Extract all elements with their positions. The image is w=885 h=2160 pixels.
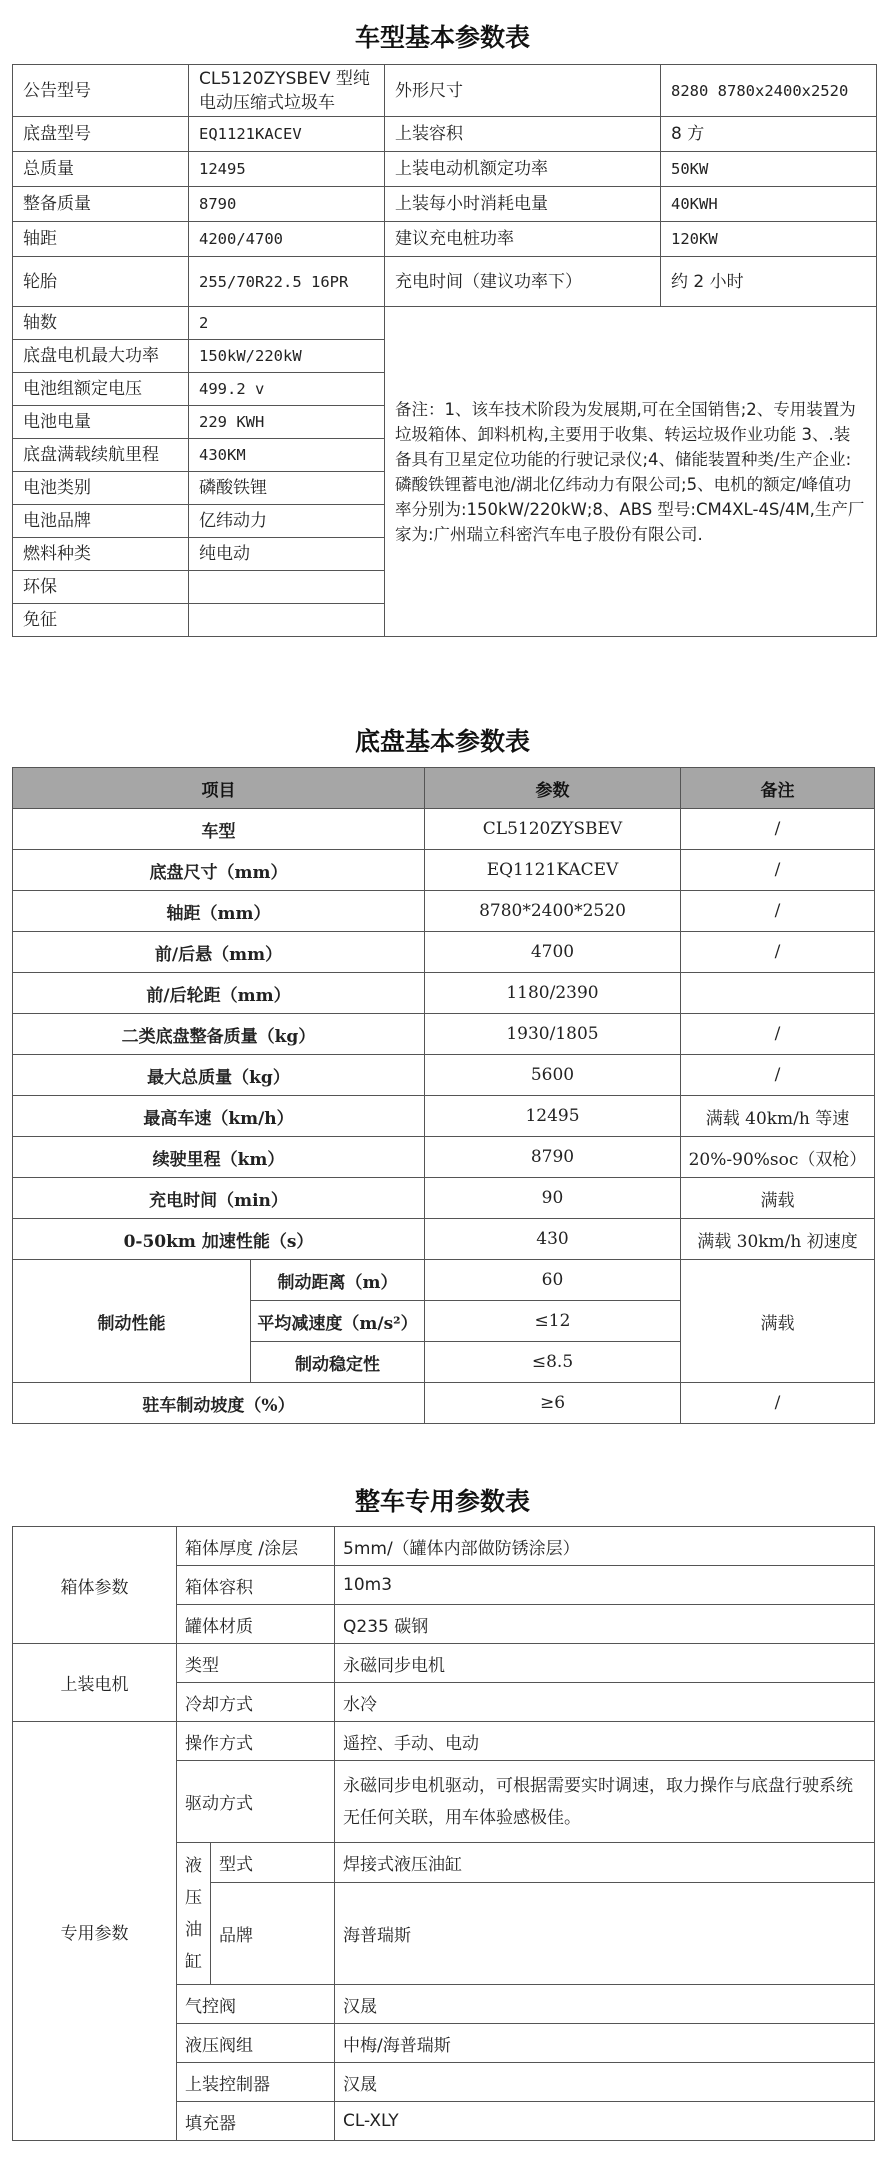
param-value: 纯电动 xyxy=(189,538,385,571)
param-value: CL5120ZYSBEV xyxy=(425,809,681,850)
table-row xyxy=(13,1383,875,1424)
remarks-note: 备注：1、该车技术阶段为发展期,可在全国销售;2、专用装置为垃圾箱体、卸料机构,主要用于收集、转运垃圾作业功能 3、.装备具有卫星定位功能的行驶记录仪;4、储能装置种类/生产企业:磷酸铁锂蓄电池/湖北亿纬动力有限公司;5、电机的额定/峰值功率分别为:150kW/220kW;8、ABS 型号:CM4XL-4S/4M,生产厂家为:广州瑞立科密汽车电子股份有限公司. xyxy=(385,307,877,637)
param-label: 液压阀组 xyxy=(177,2024,335,2063)
table-row xyxy=(13,850,875,891)
cylinder-group-label xyxy=(177,1843,211,1985)
column-header-param: 参数 xyxy=(425,768,681,809)
sub-item-label: 平均减速度（m/s²） xyxy=(251,1301,425,1342)
table-row xyxy=(13,152,877,187)
param-value: 430 xyxy=(425,1219,681,1260)
table-header-row xyxy=(13,768,875,809)
table-row xyxy=(13,1260,875,1301)
param-label: 类型 xyxy=(177,1644,335,1683)
param-label: 箱体厚度 /涂层 xyxy=(177,1527,335,1566)
param-label: 操作方式 xyxy=(177,1722,335,1761)
special-params-title: 整车专用参数表 xyxy=(354,1487,530,1516)
note-value: / xyxy=(681,1055,875,1096)
param-label: 气控阀 xyxy=(177,1985,335,2024)
note-value: / xyxy=(681,932,875,973)
table-row xyxy=(13,222,877,257)
param-value: 焊接式液压油缸 xyxy=(335,1843,875,1883)
table-row xyxy=(13,257,877,307)
param-label: 底盘满载续航里程 xyxy=(13,439,189,472)
param-label: 整备质量 xyxy=(13,187,189,222)
param-value: 90 xyxy=(425,1178,681,1219)
item-label: 驻车制动坡度（%） xyxy=(13,1383,425,1424)
table-row xyxy=(13,932,875,973)
note-value: 20%-90%soc（双枪） xyxy=(681,1137,875,1178)
param-value: 约 2 小时 xyxy=(661,257,877,307)
param-label: 冷却方式 xyxy=(177,1683,335,1722)
note-value: 满载 xyxy=(681,1260,875,1383)
param-value: Q235 碳钢 xyxy=(335,1605,875,1644)
param-value: 12495 xyxy=(425,1096,681,1137)
param-label: 电池类别 xyxy=(13,472,189,505)
vehicle-params-title: 车型基本参数表 xyxy=(354,23,530,52)
param-value: ≥6 xyxy=(425,1383,681,1424)
param-value: 5600 xyxy=(425,1055,681,1096)
param-label: 轴数 xyxy=(13,307,189,340)
param-value: 海普瑞斯 xyxy=(335,1883,875,1985)
note-value: 满载 40km/h 等速 xyxy=(681,1096,875,1137)
note-value: 满载 30km/h 初速度 xyxy=(681,1219,875,1260)
param-label: 电池品牌 xyxy=(13,505,189,538)
param-value: 永磁同步电机驱动，可根据需要实时调速，取力操作与底盘行驶系统无任何关联，用车体验感极佳。 xyxy=(335,1761,875,1843)
param-label: 外形尺寸 xyxy=(385,65,661,117)
param-value xyxy=(189,571,385,604)
note-value: / xyxy=(681,809,875,850)
param-value: 8 方 xyxy=(661,117,877,152)
group-label: 上装电机 xyxy=(13,1644,177,1722)
special-params-table xyxy=(12,1526,875,2141)
param-value: 8790 xyxy=(189,187,385,222)
item-label: 底盘尺寸（mm） xyxy=(13,850,425,891)
param-label: 箱体容积 xyxy=(177,1566,335,1605)
item-label: 车型 xyxy=(13,809,425,850)
column-header-item: 项目 xyxy=(13,768,425,809)
table-row xyxy=(13,65,877,117)
table-row xyxy=(13,891,875,932)
item-label: 前/后悬（mm） xyxy=(13,932,425,973)
table-row xyxy=(13,117,877,152)
param-label: 轴距 xyxy=(13,222,189,257)
param-label: 上装电动机额定功率 xyxy=(385,152,661,187)
param-value: 1180/2390 xyxy=(425,973,681,1014)
note-value: / xyxy=(681,1014,875,1055)
param-label: 型式 xyxy=(211,1843,335,1883)
table-row xyxy=(13,809,875,850)
item-label: 充电时间（min） xyxy=(13,1178,425,1219)
param-value: 汉晟 xyxy=(335,1985,875,2024)
table-row xyxy=(13,1219,875,1260)
table-row xyxy=(13,1722,875,1761)
param-value xyxy=(189,604,385,637)
param-value: EQ1121KACEV xyxy=(189,117,385,152)
param-value: 亿纬动力 xyxy=(189,505,385,538)
param-value: 8790 xyxy=(425,1137,681,1178)
table-row xyxy=(13,1527,875,1566)
param-label: 底盘型号 xyxy=(13,117,189,152)
cylinder-group-text: 液压油缸 xyxy=(185,1855,202,1972)
chassis-params-table xyxy=(12,767,875,1424)
item-label: 续驶里程（km） xyxy=(13,1137,425,1178)
param-value: EQ1121KACEV xyxy=(425,850,681,891)
param-value: 60 xyxy=(425,1260,681,1301)
param-label: 上装控制器 xyxy=(177,2063,335,2102)
param-value: 永磁同步电机 xyxy=(335,1644,875,1683)
param-label: 免征 xyxy=(13,604,189,637)
item-label: 二类底盘整备质量（kg） xyxy=(13,1014,425,1055)
table-row xyxy=(13,973,875,1014)
group-label: 专用参数 xyxy=(13,1722,177,2141)
note-value xyxy=(681,973,875,1014)
table-row xyxy=(13,1644,875,1683)
sub-item-label: 制动距离（m） xyxy=(251,1260,425,1301)
param-label: 建议充电桩功率 xyxy=(385,222,661,257)
note-value: / xyxy=(681,891,875,932)
param-label: 上装每小时消耗电量 xyxy=(385,187,661,222)
item-label: 最高车速（km/h） xyxy=(13,1096,425,1137)
param-value: 10m3 xyxy=(335,1566,875,1605)
vehicle-params-table xyxy=(12,64,877,637)
group-label: 制动性能 xyxy=(13,1260,251,1383)
item-label: 轴距（mm） xyxy=(13,891,425,932)
param-label: 轮胎 xyxy=(13,257,189,307)
chassis-params-title: 底盘基本参数表 xyxy=(354,727,530,756)
param-label: 燃料种类 xyxy=(13,538,189,571)
param-value: 8780*2400*2520 xyxy=(425,891,681,932)
table-row xyxy=(13,1096,875,1137)
note-value: / xyxy=(681,850,875,891)
param-value: 430KM xyxy=(189,439,385,472)
group-label: 箱体参数 xyxy=(13,1527,177,1644)
param-value: 4200/4700 xyxy=(189,222,385,257)
param-value: 150kW/220kW xyxy=(189,340,385,373)
param-value: 50KW xyxy=(661,152,877,187)
param-value: 8280 8780x2400x2520 xyxy=(661,65,877,117)
param-value: 229 KWH xyxy=(189,406,385,439)
item-label: 最大总质量（kg） xyxy=(13,1055,425,1096)
param-label: 公告型号 xyxy=(13,65,189,117)
param-value: ≤8.5 xyxy=(425,1342,681,1383)
table-row xyxy=(13,307,877,340)
param-value: 水冷 xyxy=(335,1683,875,1722)
param-value: 5mm/（罐体内部做防锈涂层） xyxy=(335,1527,875,1566)
param-label: 总质量 xyxy=(13,152,189,187)
table-row xyxy=(13,1137,875,1178)
param-value: ≤12 xyxy=(425,1301,681,1342)
param-label: 填充器 xyxy=(177,2102,335,2141)
table-row xyxy=(13,187,877,222)
param-label: 底盘电机最大功率 xyxy=(13,340,189,373)
param-value: 汉晟 xyxy=(335,2063,875,2102)
param-value: 中梅/海普瑞斯 xyxy=(335,2024,875,2063)
param-label: 电池电量 xyxy=(13,406,189,439)
param-value: 12495 xyxy=(189,152,385,187)
param-value: 40KWH xyxy=(661,187,877,222)
param-value: CL-XLY xyxy=(335,2102,875,2141)
param-value: 499.2 v xyxy=(189,373,385,406)
param-value: 2 xyxy=(189,307,385,340)
column-header-note: 备注 xyxy=(681,768,875,809)
param-value: 255/70R22.5 16PR xyxy=(189,257,385,307)
table-row xyxy=(13,1178,875,1219)
param-label: 充电时间（建议功率下） xyxy=(385,257,661,307)
param-label: 上装容积 xyxy=(385,117,661,152)
param-label: 品牌 xyxy=(211,1883,335,1985)
param-value: 磷酸铁锂 xyxy=(189,472,385,505)
param-value: 遥控、手动、电动 xyxy=(335,1722,875,1761)
note-value: 满载 xyxy=(681,1178,875,1219)
param-value: CL5120ZYSBEV 型纯电动压缩式垃圾车 xyxy=(189,65,385,117)
param-value: 4700 xyxy=(425,932,681,973)
param-value: 1930/1805 xyxy=(425,1014,681,1055)
param-label: 环保 xyxy=(13,571,189,604)
param-label: 罐体材质 xyxy=(177,1605,335,1644)
item-label: 0-50km 加速性能（s） xyxy=(13,1219,425,1260)
param-label: 驱动方式 xyxy=(177,1761,335,1843)
table-row xyxy=(13,1055,875,1096)
note-value: / xyxy=(681,1383,875,1424)
table-row xyxy=(13,1014,875,1055)
sub-item-label: 制动稳定性 xyxy=(251,1342,425,1383)
param-label: 电池组额定电压 xyxy=(13,373,189,406)
item-label: 前/后轮距（mm） xyxy=(13,973,425,1014)
param-value: 120KW xyxy=(661,222,877,257)
